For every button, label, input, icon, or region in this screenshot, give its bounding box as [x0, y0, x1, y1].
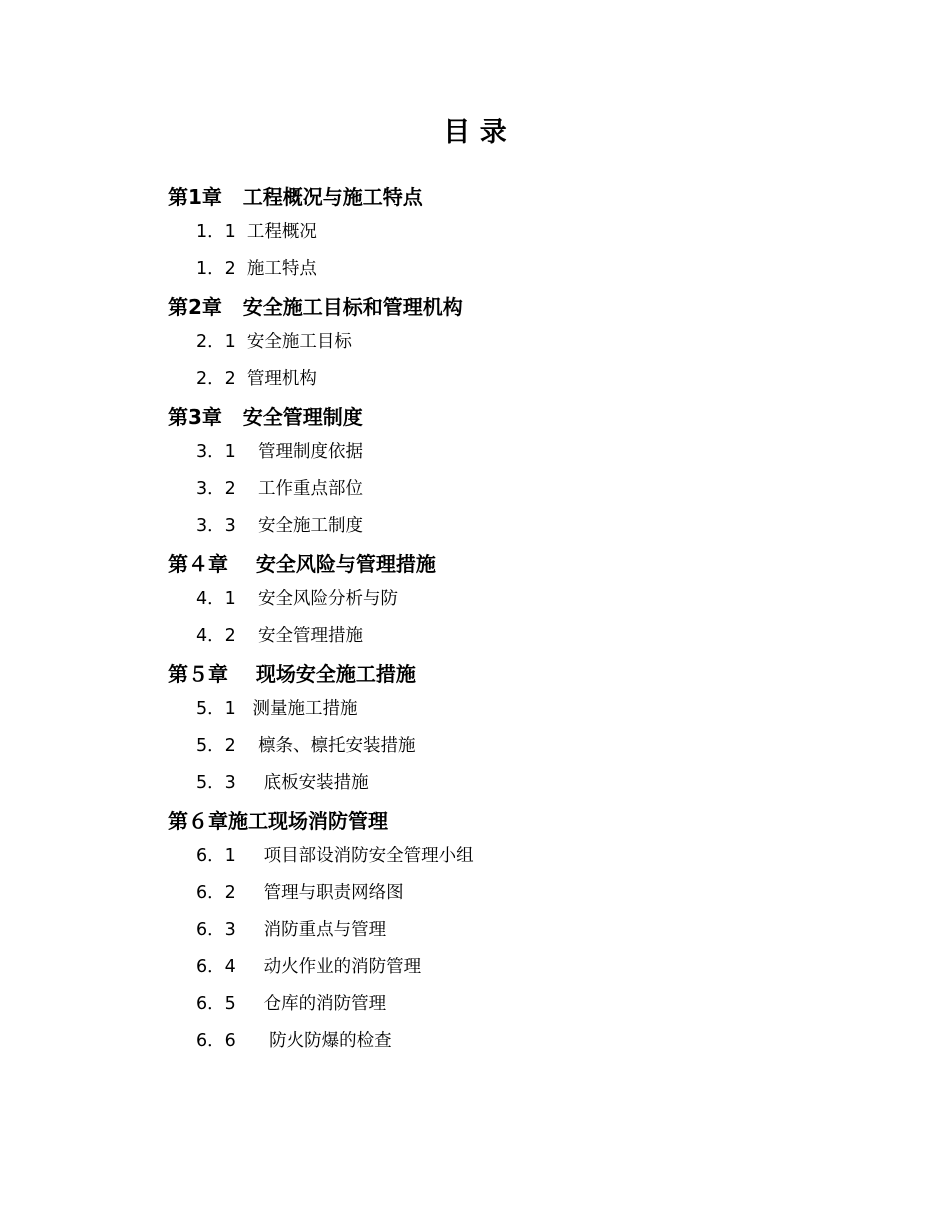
section-entry: 2．2 管理机构: [196, 369, 317, 389]
section-entry: 6．6 防火防爆的检查: [196, 1031, 392, 1051]
section-entry: 5．2 檩条、檩托安装措施: [196, 736, 416, 756]
section-entry: 1．1 工程概况: [196, 222, 317, 242]
chapter-heading: 第1章 工程概况与施工特点: [168, 185, 423, 209]
section-entry: 4．1 安全风险分析与防: [196, 589, 399, 609]
section-entry: 6．2 管理与职责网络图: [196, 883, 404, 903]
toc-list: [168, 176, 768, 1066]
section-entry: 6．1 项目部设消防安全管理小组: [196, 846, 474, 866]
chapter-heading: 第3章 安全管理制度: [168, 405, 363, 429]
toc-title: 目 录: [443, 117, 507, 148]
chapter-heading: 第４章 安全风险与管理措施: [168, 552, 436, 576]
section-entry: 4．2 安全管理措施: [196, 626, 364, 646]
section-entry: 5．1 测量施工措施: [196, 699, 358, 719]
section-entry: 6．4 动火作业的消防管理: [196, 957, 422, 977]
section-entry: 3．1 管理制度依据: [196, 442, 364, 462]
section-entry: 5．3 底板安装措施: [196, 773, 369, 793]
chapter-heading: 第６章施工现场消防管理: [168, 809, 388, 833]
section-entry: 2．1 安全施工目标: [196, 332, 352, 352]
section-entry: 1．2 施工特点: [196, 259, 317, 279]
chapter-heading: 第５章 现场安全施工措施: [168, 662, 416, 686]
section-entry: 6．3 消防重点与管理: [196, 920, 387, 940]
chapter-heading: 第2章 安全施工目标和管理机构: [168, 295, 463, 319]
section-entry: 3．3 安全施工制度: [196, 516, 364, 536]
section-entry: 6．5 仓库的消防管理: [196, 994, 387, 1014]
section-entry: 3．2 工作重点部位: [196, 479, 364, 499]
